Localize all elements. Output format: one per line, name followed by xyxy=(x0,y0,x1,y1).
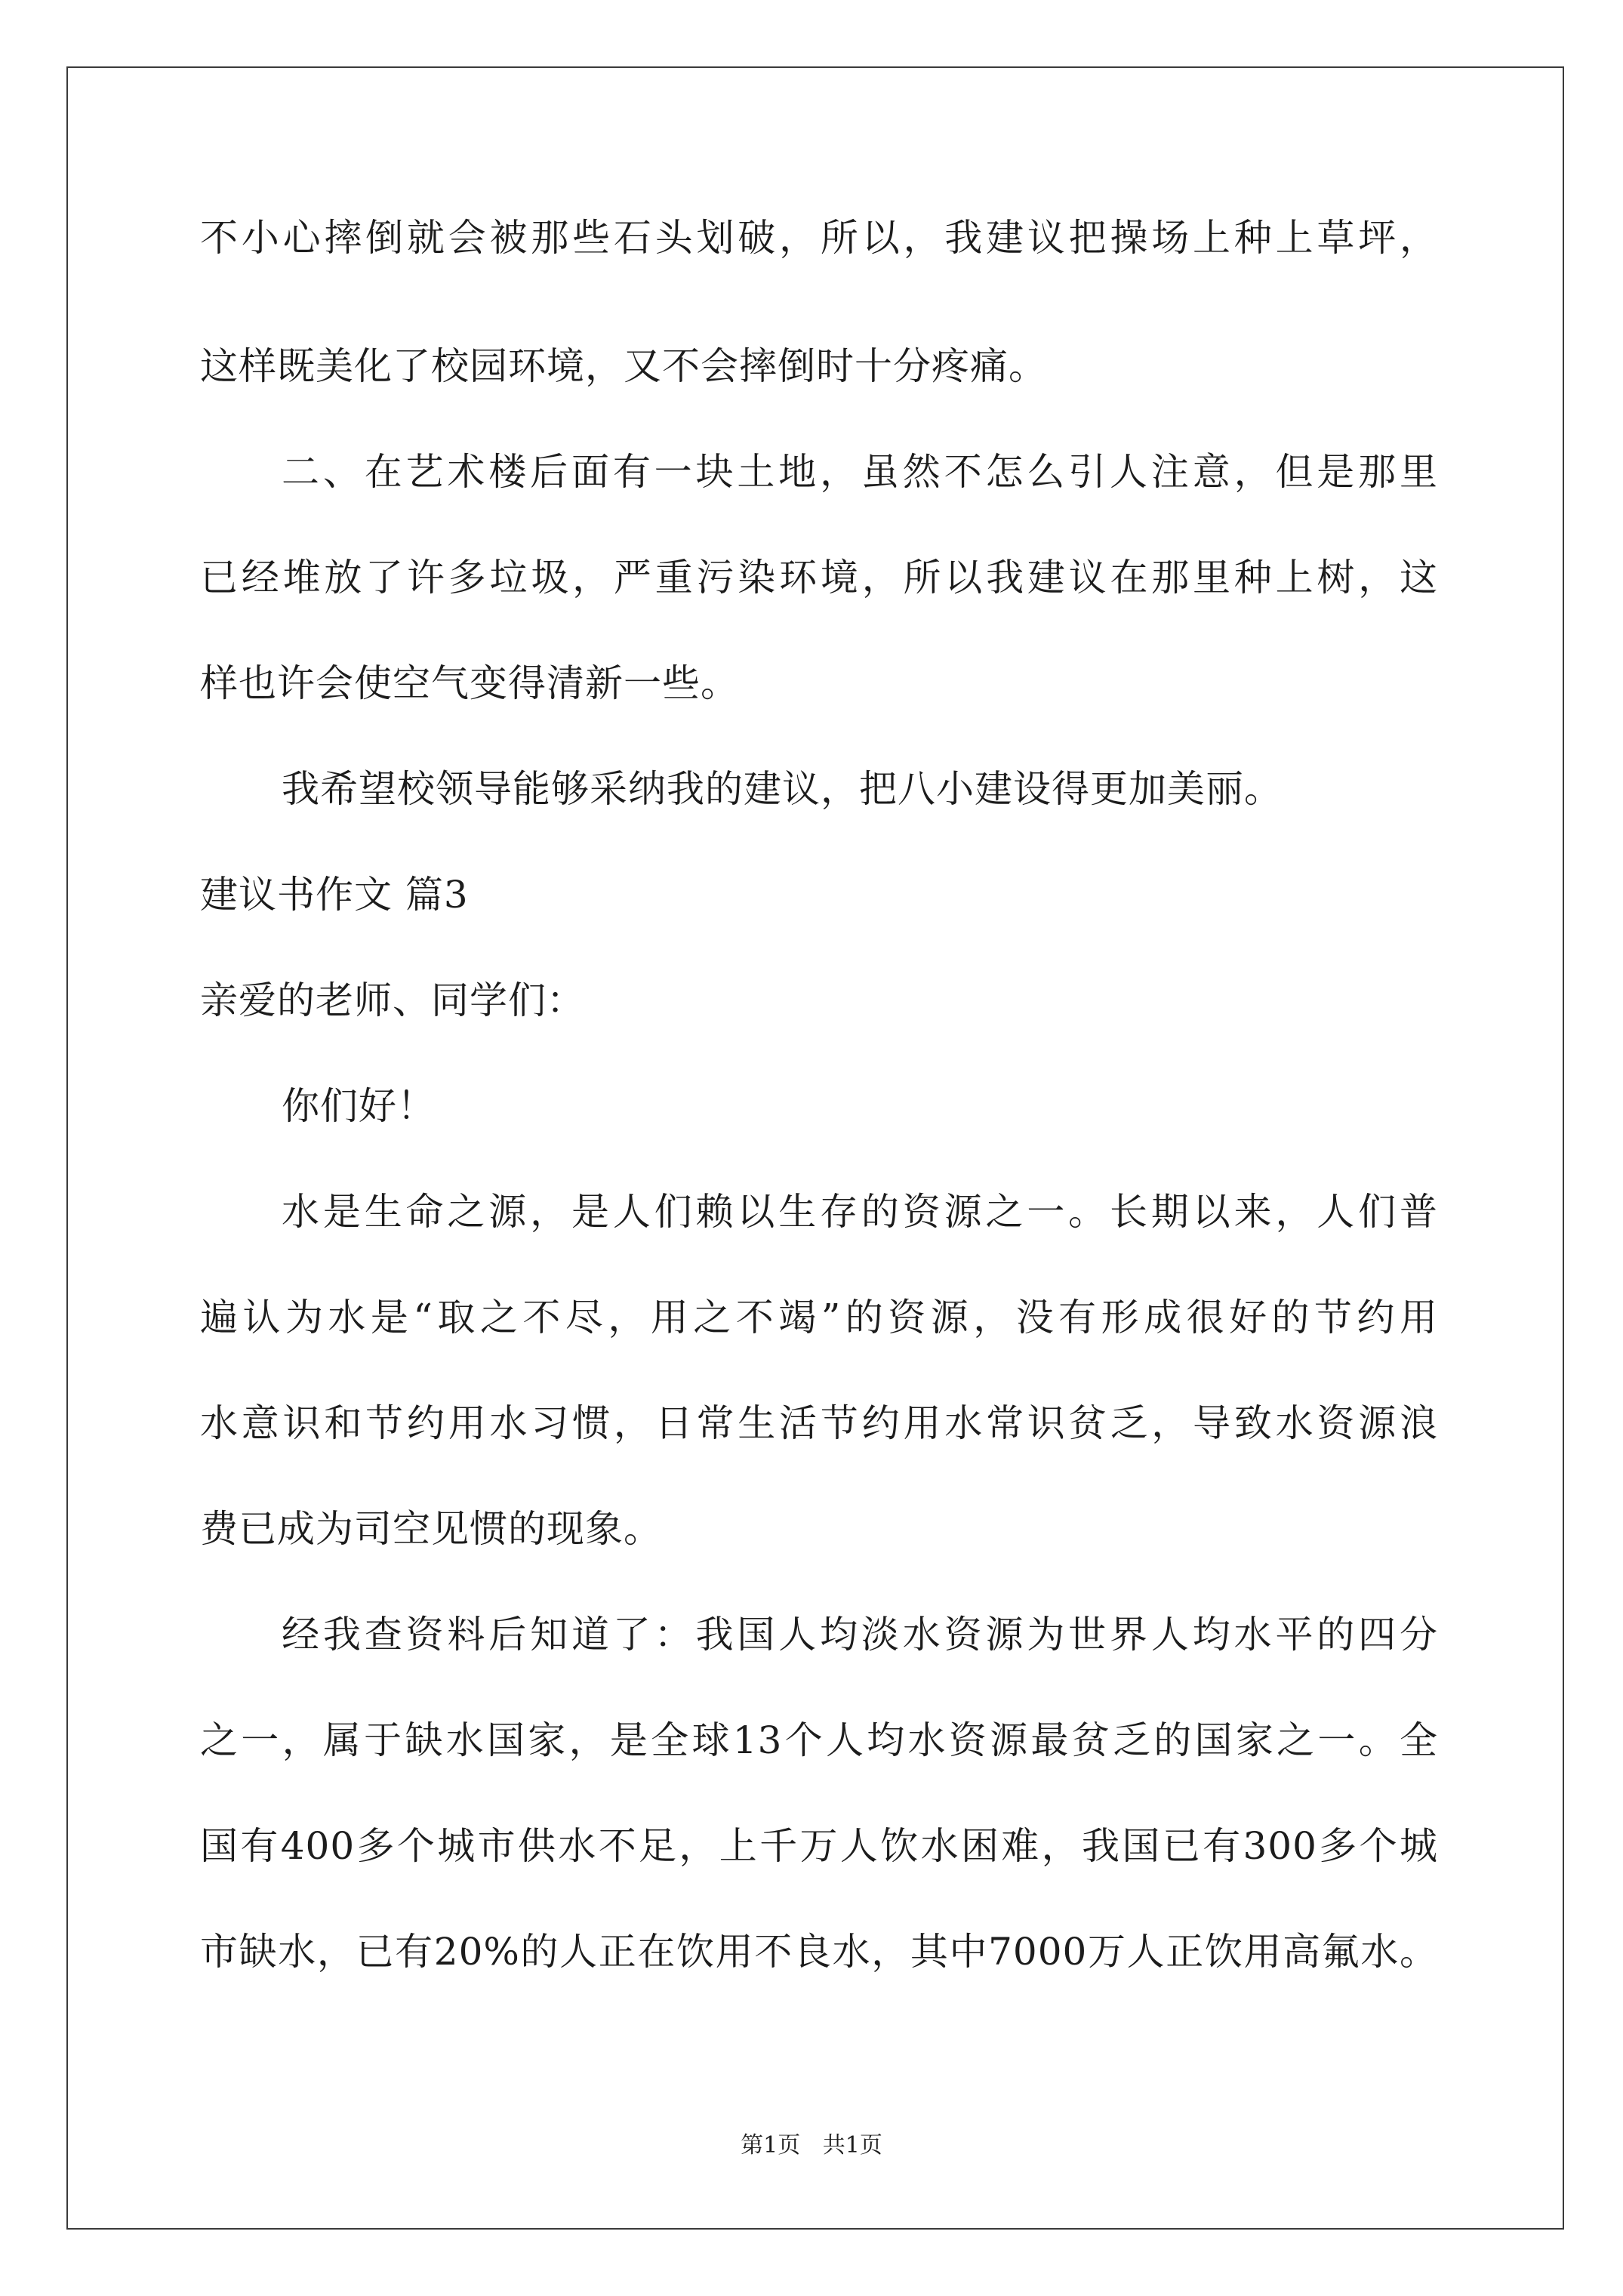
page-number: 第1页 xyxy=(741,2132,801,2159)
text-line-1: 不小心摔倒就会被那些石头划破，所以，我建议把操场上种上草坪， xyxy=(200,216,1438,260)
page-border xyxy=(66,66,1564,2230)
total-pages: 共1页 xyxy=(822,2132,882,2159)
text-line-5: 样也许会使空气变得清新一些。 xyxy=(200,661,739,705)
text-line-3: 二、在艺术楼后面有一块土地，虽然不怎么引人注意，但是那里 xyxy=(282,450,1438,494)
text-line-10: 水是生命之源，是人们赖以生存的资源之一。长期以来，人们普 xyxy=(282,1190,1438,1234)
text-line-13: 费已成为司空见惯的现象。 xyxy=(200,1507,662,1551)
greeting: 你们好！ xyxy=(282,1084,436,1128)
page-footer xyxy=(0,2131,1623,2161)
text-line-17: 市缺水，已有20%的人正在饮用不良水，其中7000万人正饮用高氟水。 xyxy=(200,1930,1438,1974)
section-heading: 建议书作文 篇3 xyxy=(200,873,469,917)
text-line-4: 已经堆放了许多垃圾，严重污染环境，所以我建议在那里种上树，这 xyxy=(200,556,1438,599)
text-line-15: 之一，属于缺水国家，是全球13个人均水资源最贫乏的国家之一。全 xyxy=(200,1718,1438,1762)
text-line-11: 遍认为水是“取之不尽，用之不竭”的资源，没有形成很好的节约用 xyxy=(200,1296,1438,1339)
salutation: 亲爱的老师、同学们： xyxy=(200,978,585,1022)
text-line-6: 我希望校领导能够采纳我的建议，把八小建设得更加美丽。 xyxy=(282,767,1283,811)
text-line-16: 国有400多个城市供水不足，上千万人饮水困难，我国已有300多个城 xyxy=(200,1824,1438,1868)
text-line-12: 水意识和节约用水习惯，日常生活节约用水常识贫乏，导致水资源浪 xyxy=(200,1401,1438,1445)
text-line-14: 经我查资料后知道了：我国人均淡水资源为世界人均水平的四分 xyxy=(282,1613,1438,1657)
text-line-2: 这样既美化了校园环境，又不会摔倒时十分疼痛。 xyxy=(200,344,1047,388)
